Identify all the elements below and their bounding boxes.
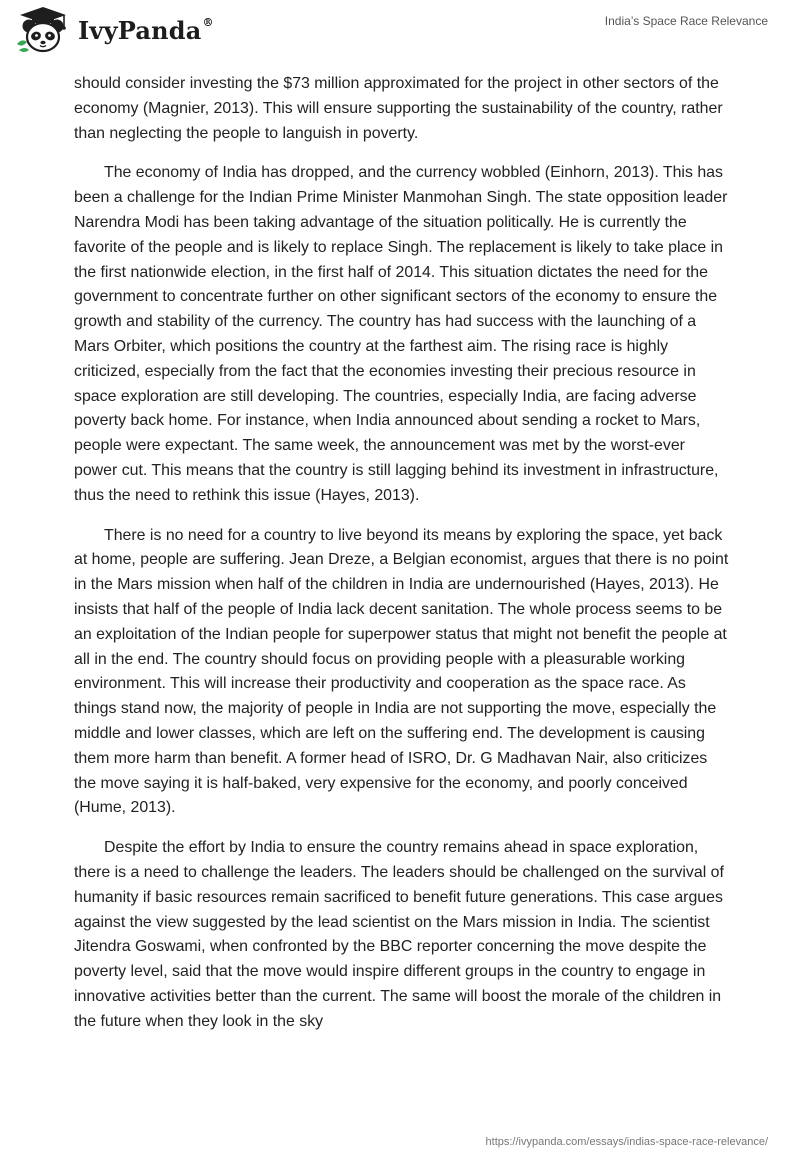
paragraph-4: Despite the effort by India to ensure the country remains ahead in space exploration, there is a need to challenge the leaders. The leaders should be challenged on the survival of humanity if basic resources remain sacrificed to benefit future generations. This case argues against the view suggested by the lead scientist on the Mars mission in India. The scientist Jitendra Goswami, when confronted by the BBC reporter concerning the move despite the poverty level, said that the move would inspire different groups in the country to engage in innovative activities better than the current. The same will boost the morale of the children in the future when they look in the sky <box>74 839 724 1030</box>
paragraph-1: should consider investing the $73 million approximated for the project in other sectors of the economy (Magnier, 2013). This will ensure supporting the sustainability of the country, rather than neglecting the people to languish in poverty. <box>74 75 723 142</box>
registered-mark: ® <box>202 15 214 29</box>
brand-name-text: IvyPanda <box>78 15 202 45</box>
page-header <box>0 0 800 60</box>
brand-name <box>78 16 214 45</box>
brand-logo[interactable] <box>14 6 214 54</box>
source-url[interactable]: https://ivypanda.com/essays/indias-space-race-relevance/ <box>485 1136 768 1148</box>
paragraph-2: The economy of India has dropped, and the currency wobbled (Einhorn, 2013). This has been a challenge for the Indian Prime Minister Manmohan Singh. The state opposition leader Narendra Modi has been taking advantage of the situation politically. He is currently the favorite of the people and is likely to replace Singh. The replacement is likely to take place in the first nationwide election, in the first half of 2014. This situation dictates the need for the government to concentrate further on other significant sectors of the economy to ensure the growth and stability of the currency. The country has had success with the launching of a Mars Orbiter, which positions the country at the farthest aim. The rising race is highly criticized, especially from the fact that the economies investing their precious resource in space exploration are still developing. The countries, especially India, are facing adverse poverty back home. For instance, when India announced about sending a rocket to Mars, people were expectant. The same week, the announcement was met by the worst-ever power cut. This means that the country is still lagging behind its investment in infrastructure, thus the need to rethink this issue (Hayes, 2013). <box>74 164 728 504</box>
panda-graduation-cap-icon <box>14 6 72 54</box>
essay-body <box>74 72 730 1049</box>
paragraph-3: There is no need for a country to live beyond its means by exploring the space, yet back at home, people are suffering. Jean Dreze, a Belgian economist, argues that there is no point in the Mars mission when half of the children in India are undernourished (Hayes, 2013). He insists that half of the people of India lack decent sanitation. The whole process seems to be an exploitation of the Indian people for superpower status that might not benefit the people at all in the end. The country should focus on providing people with a pleasurable working environment. This will increase their productivity and cooperation as the space race. As things stand now, the majority of people in India are not supporting the move, especially the middle and lower classes, which are left on the suffering end. The development is causing them more harm than benefit. A former head of ISRO, Dr. G Madhavan Nair, also criticizes the move saying it is half-baked, very expensive for the economy, and poorly conceived (Hume, 2013). <box>74 526 729 817</box>
document-title: India’s Space Race Relevance <box>604 14 768 28</box>
